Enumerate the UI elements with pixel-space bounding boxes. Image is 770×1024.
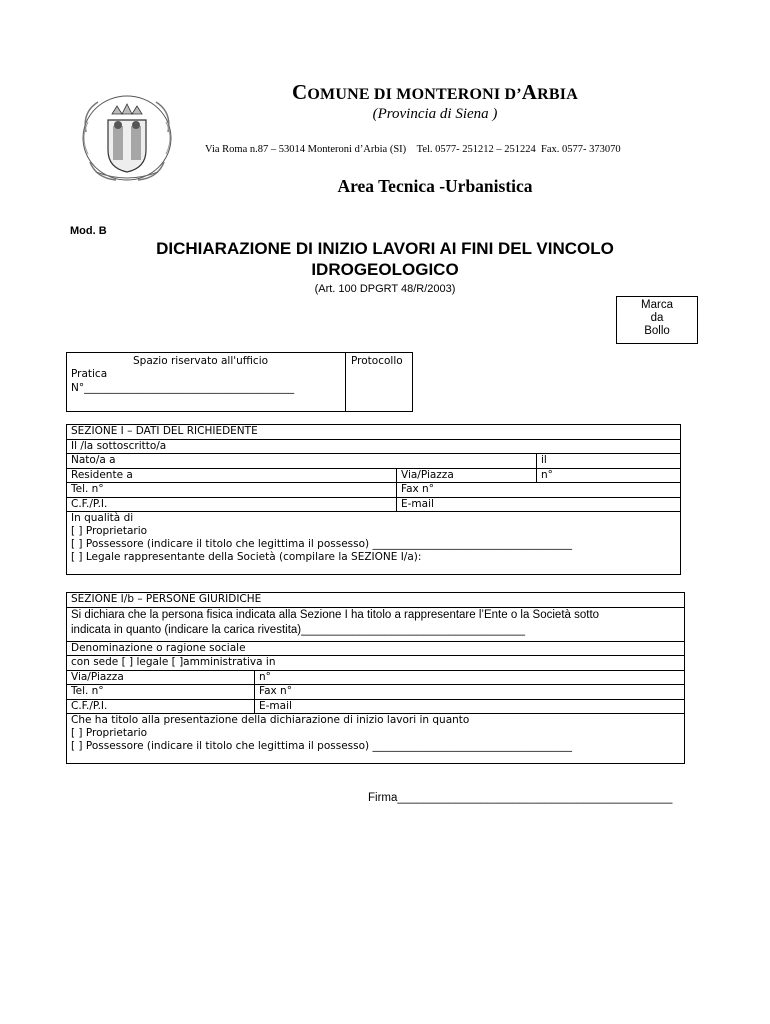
undersigned-field[interactable]: Il /la sottoscritto/a xyxy=(67,439,681,454)
street-field[interactable]: Via/Piazza xyxy=(397,468,537,483)
phone-field[interactable]: Tel. n° xyxy=(67,483,397,498)
pratica-label: Pratica xyxy=(71,368,108,380)
section-2-table xyxy=(66,592,685,764)
company-owner-checkbox[interactable]: [ ] Proprietario xyxy=(71,727,148,739)
company-seat-field[interactable]: con sede [ ] legale [ ]amministrativa in xyxy=(67,656,685,671)
stamp-line-1: Marca xyxy=(641,299,673,311)
email-field[interactable]: E-mail xyxy=(397,497,681,512)
model-label: Mod. B xyxy=(70,225,107,237)
capacity-label: In qualità di xyxy=(71,512,134,524)
company-holder-checkbox[interactable]: [ ] Possessore (indicare il titolo che legittima il possesso) ______________________________________ xyxy=(71,740,572,752)
revenue-stamp-box xyxy=(616,296,698,344)
section-1-title: SEZIONE I – DATI DEL RICHIEDENTE xyxy=(67,425,681,440)
company-number-field[interactable]: n° xyxy=(255,670,685,685)
capacity-block xyxy=(67,512,681,575)
company-name-field[interactable]: Denominazione o ragione sociale xyxy=(67,641,685,656)
entitlement-block xyxy=(67,714,685,764)
birthdate-field[interactable]: il xyxy=(537,454,681,469)
protocol-field[interactable]: Protocollo xyxy=(351,355,403,367)
declaration-line-1: Si dichiara che la persona fisica indicata alla Sezione I ha titolo a rappresentare l’Ente o la Società sotto xyxy=(71,608,600,621)
residence-field[interactable]: Residente a xyxy=(67,468,397,483)
section-1-table xyxy=(66,424,681,575)
birthplace-field[interactable]: Nato/a a xyxy=(67,454,537,469)
legal-rep-checkbox[interactable]: [ ] Legale rappresentante della Società (compilare la SEZIONE I/a): xyxy=(71,551,422,563)
coat-of-arms-seal-icon xyxy=(76,92,178,184)
province: (Provincia di Siena ) xyxy=(372,106,498,122)
signature-field[interactable]: Firma___________________________________________ xyxy=(368,792,673,804)
document-title xyxy=(120,238,650,280)
role-field[interactable]: indicata in quanto (indicare la carica rivestita)___________________________________ xyxy=(71,623,525,636)
pratica-number-field[interactable]: N°________________________________________ xyxy=(71,382,295,394)
owner-checkbox[interactable]: [ ] Proprietario xyxy=(71,525,148,537)
company-fax-field[interactable]: Fax n° xyxy=(255,685,685,700)
department: Area Tecnica -Urbanistica xyxy=(337,176,533,196)
street-number-field[interactable]: n° xyxy=(537,468,681,483)
reserved-label: Spazio riservato all'ufficio xyxy=(133,355,269,367)
title-line-2: IDROGEOLOGICO xyxy=(311,260,459,279)
address: Via Roma n.87 – 53014 Monteroni d’Arbia (SI) Tel. 0577- 251212 – 251224 Fax. 0577- 373070 xyxy=(205,144,621,155)
stamp-line-2: da xyxy=(650,312,664,324)
company-tax-code-field[interactable]: C.F./P.I. xyxy=(67,699,255,714)
holder-checkbox[interactable]: [ ] Possessore (indicare il titolo che legittima il possesso) ______________________________________ xyxy=(71,538,572,550)
section-2-title: SEZIONE I/b – PERSONE GIURIDICHE xyxy=(67,593,685,608)
title-line-1: DICHIARAZIONE DI INIZIO LAVORI AI FINI DEL VINCOLO xyxy=(156,239,614,258)
company-phone-field[interactable]: Tel. n° xyxy=(67,685,255,700)
company-street-field[interactable]: Via/Piazza xyxy=(67,670,255,685)
legal-reference: (Art. 100 DPGRT 48/R/2003) xyxy=(314,283,456,295)
company-email-field[interactable]: E-mail xyxy=(255,699,685,714)
stamp-line-3: Bollo xyxy=(644,325,670,337)
tax-code-field[interactable]: C.F./P.I. xyxy=(67,497,397,512)
fax-field[interactable]: Fax n° xyxy=(397,483,681,498)
declaration-block xyxy=(67,607,685,641)
entitlement-label: Che ha titolo alla presentazione della dichiarazione di inizio lavori in quanto xyxy=(71,714,470,726)
office-divider xyxy=(345,353,346,411)
office-reserved-box xyxy=(66,352,413,412)
org-name: COMUNE DI MONTERONI D’ARBIA xyxy=(292,80,578,104)
